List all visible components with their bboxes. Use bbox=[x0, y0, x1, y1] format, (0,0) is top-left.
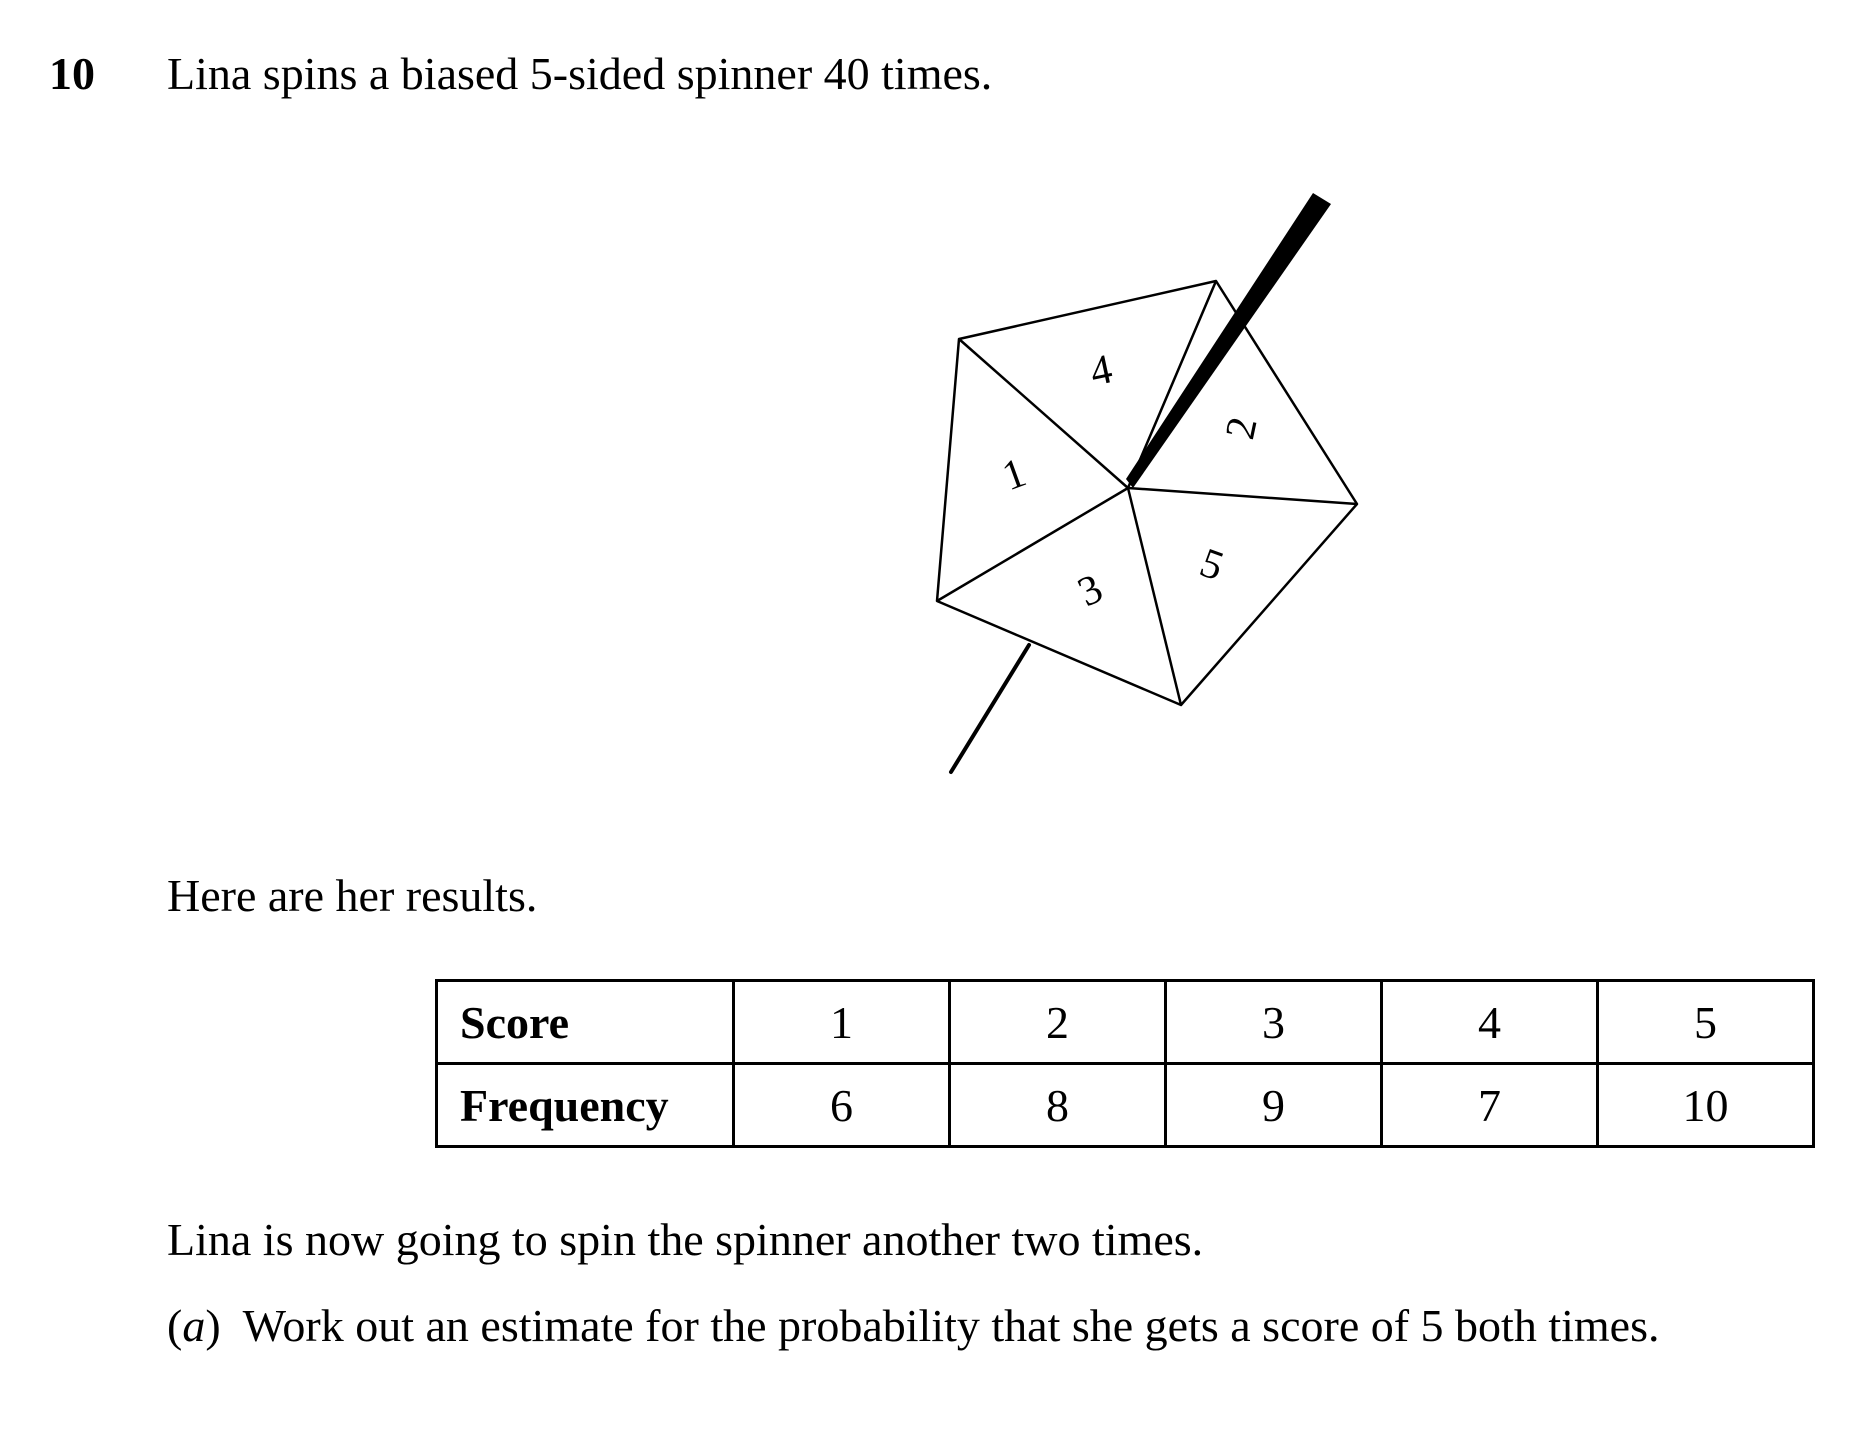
part-a bbox=[167, 1296, 1660, 1356]
spinner-label-3: 3 bbox=[1071, 565, 1110, 617]
spinner-divider bbox=[1128, 488, 1181, 705]
question-number: 10 bbox=[49, 48, 95, 99]
spinner-label-4: 4 bbox=[1086, 346, 1117, 396]
spinner-label-5: 5 bbox=[1193, 539, 1230, 591]
frequency-cell: 8 bbox=[950, 1064, 1166, 1147]
score-row bbox=[437, 981, 1814, 1064]
spinner-divider bbox=[1128, 488, 1357, 504]
spinner-pointer-handle bbox=[1126, 193, 1331, 488]
score-cell: 5 bbox=[1598, 981, 1814, 1064]
score-cell: 3 bbox=[1166, 981, 1382, 1064]
results-intro: Here are her results. bbox=[167, 870, 538, 921]
frequency-row bbox=[437, 1064, 1814, 1147]
spinner-label-2: 2 bbox=[1217, 413, 1267, 444]
spinner-pentagon bbox=[937, 281, 1357, 705]
spinner-label-1: 1 bbox=[996, 449, 1033, 501]
part-a-label: (a) bbox=[167, 1300, 221, 1351]
frequency-cell: 7 bbox=[1382, 1064, 1598, 1147]
spinner-pointer-tail bbox=[951, 645, 1029, 772]
score-cell: 1 bbox=[734, 981, 950, 1064]
spinner-divider bbox=[937, 488, 1128, 601]
part-a-text: Work out an estimate for the probability that she gets a score of 5 both times. bbox=[242, 1300, 1660, 1351]
part-a-letter: a bbox=[182, 1300, 206, 1351]
frequency-header: Frequency bbox=[437, 1064, 734, 1147]
score-cell: 4 bbox=[1382, 981, 1598, 1064]
score-header: Score bbox=[437, 981, 734, 1064]
score-cell: 2 bbox=[950, 981, 1166, 1064]
frequency-cell: 10 bbox=[1598, 1064, 1814, 1147]
results-table bbox=[435, 979, 1815, 1148]
frequency-cell: 6 bbox=[734, 1064, 950, 1147]
frequency-cell: 9 bbox=[1166, 1064, 1382, 1147]
follow-up-statement: Lina is now going to spin the spinner another two times. bbox=[167, 1214, 1204, 1265]
question-stem: Lina spins a biased 5-sided spinner 40 times. bbox=[167, 48, 993, 99]
